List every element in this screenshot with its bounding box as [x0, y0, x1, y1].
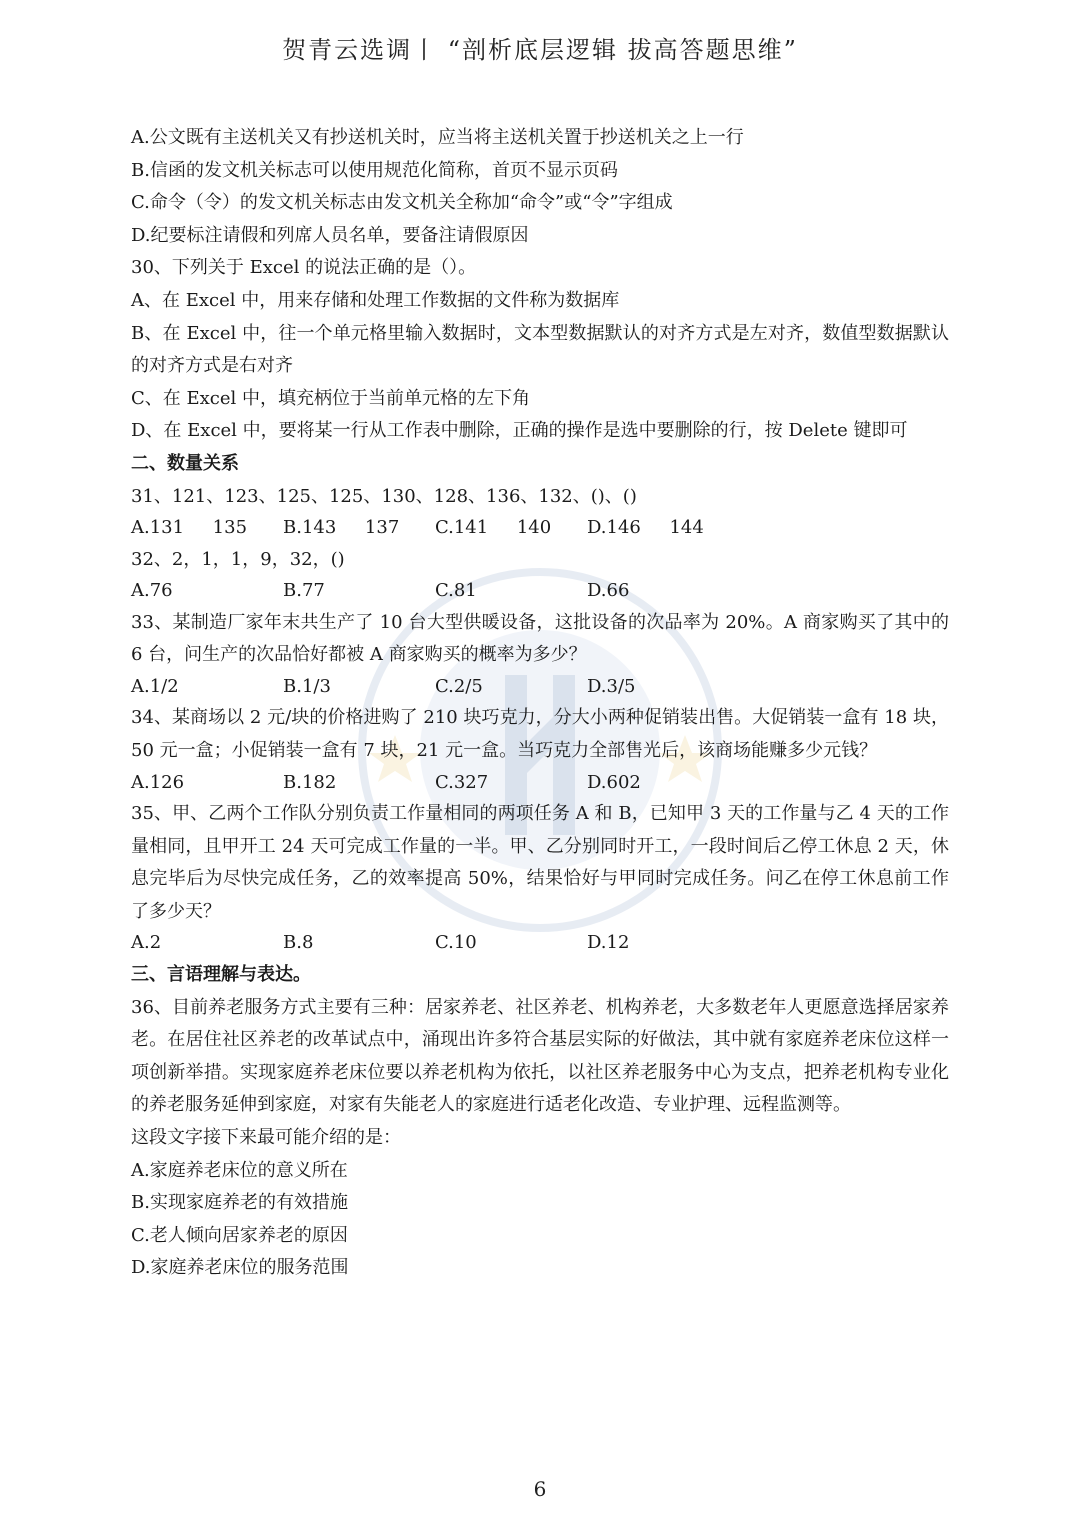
q34-option-c: C.327 [435, 771, 489, 793]
q32-option-b: B.77 [283, 580, 325, 602]
q35-option-a: A.2 [131, 932, 162, 954]
q31-stem: 31、121、123、125、125、130、128、136、132、()、() [131, 485, 637, 507]
q31-option-a: A.131 135 [131, 517, 248, 539]
q34-option-d: D.602 [587, 771, 641, 793]
q31-options [131, 513, 949, 544]
q34-options [131, 768, 949, 799]
q36-prompt: 这段文字接下来最可能介绍的是： [131, 1126, 401, 1148]
q29-option-c: C.命令（令）的发文机关标志由发文机关全称加“命令”或“令”字组成 [131, 192, 673, 214]
q29-option-b: B.信函的发文机关标志可以使用规范化简称，首页不显示页码 [131, 159, 618, 181]
q35-options [131, 928, 949, 959]
q35-option-c: C.10 [435, 932, 477, 954]
q36-option-c: C.老人倾向居家养老的原因 [131, 1224, 348, 1246]
q32-option-c: C.81 [435, 580, 477, 602]
q35-option-d: D.12 [587, 932, 630, 954]
q31-option-d: D.146 144 [587, 517, 704, 539]
q35-option-b: B.8 [283, 932, 314, 954]
q34-option-b: B.182 [283, 771, 337, 793]
page-header: 贺青云选调丨 “剖析底层逻辑 拔高答题思维” [282, 36, 798, 64]
q32-options [131, 576, 949, 607]
section-title-quantitative: 二、数量关系 [131, 452, 239, 474]
q36-option-d: D.家庭养老床位的服务范围 [131, 1257, 349, 1279]
q36-stem: 36、目前养老服务方式主要有三种：居家养老、社区养老、机构养老，大多数老年人更愿意选择居家养老。在居住社区养老的改革试点中，涌现出许多符合基层实际的好做法，其中就有家庭养老床位这样一项创新举措。实现家庭养老床位要以养老机构为依托，以社区养老服务中心为支点，把养老机构专业化的养老服务延伸到家庭，对家有失能老人的家庭进行适老化改造、专业护理、远程监测等。 [131, 996, 949, 1116]
q30-option-d: D、在 Excel 中，要将某一行从工作表中删除，正确的操作是选中要删除的行，按 Delete 键即可 [131, 420, 908, 442]
q34-option-a: A.126 [131, 771, 185, 793]
section-title-verbal: 三、言语理解与表达。 [131, 963, 311, 985]
q29-option-d: D.纪要标注请假和列席人员名单，要备注请假原因 [131, 224, 529, 246]
q33-options [131, 672, 949, 703]
page-number: 6 [533, 1477, 547, 1501]
q32-option-d: D.66 [587, 580, 630, 602]
q32-option-a: A.76 [131, 580, 173, 602]
q29-option-a: A.公文既有主送机关又有抄送机关时，应当将主送机关置于抄送机关之上一行 [131, 127, 744, 148]
q30-option-a: A、在 Excel 中，用来存储和处理工作数据的文件称为数据库 [131, 289, 620, 311]
q33-option-a: A.1/2 [131, 675, 179, 697]
q33-stem: 33、某制造厂家年末共生产了 10 台大型供暖设备，这批设备的次品率为 20%。A 商家购买了其中的 6 台，问生产的次品恰好都被 A 商家购买的概率为多少？ [131, 611, 949, 666]
q31-option-b: B.143 137 [283, 517, 400, 539]
q33-option-d: D.3/5 [587, 675, 636, 697]
q30-option-c: C、在 Excel 中，填充柄位于当前单元格的左下角 [131, 387, 530, 409]
q31-option-c: C.141 140 [435, 517, 552, 539]
q30-option-b: B、在 Excel 中，往一个单元格里输入数据时，文本型数据默认的对齐方式是左对齐，数值型数据默认的对齐方式是右对齐 [131, 322, 949, 377]
q35-stem: 35、甲、乙两个工作队分别负责工作量相同的两项任务 A 和 B，已知甲 3 天的工作量与乙 4 天的工作量相同，且甲开工 24 天可完成工作量的一半。甲、乙分别同时开工，一段时间后乙停工休息 2 天，休息完毕后为尽快完成任务，乙的效率提高 50%，结果恰好与甲同时完成任务。问乙在停工休息前工作了多少天？ [131, 803, 949, 922]
q32-stem: 32、2，1，1，9，32，() [131, 548, 345, 570]
q30-stem: 30、下列关于 Excel 的说法正确的是（）。 [131, 257, 477, 279]
q36-option-b: B.实现家庭养老的有效措施 [131, 1192, 348, 1214]
q33-option-c: C.2/5 [435, 675, 483, 697]
document-body [131, 122, 949, 1285]
q36-option-a: A.家庭养老床位的意义所在 [131, 1159, 348, 1181]
q33-option-b: B.1/3 [283, 675, 331, 697]
q34-stem: 34、某商场以 2 元/块的价格进购了 210 块巧克力，分大小两种促销装出售。大促销装一盒有 18 块，50 元一盒；小促销装一盒有 7 块，21 元一盒。当巧克力全部售光后，该商场能赚多少元钱？ [131, 707, 949, 761]
